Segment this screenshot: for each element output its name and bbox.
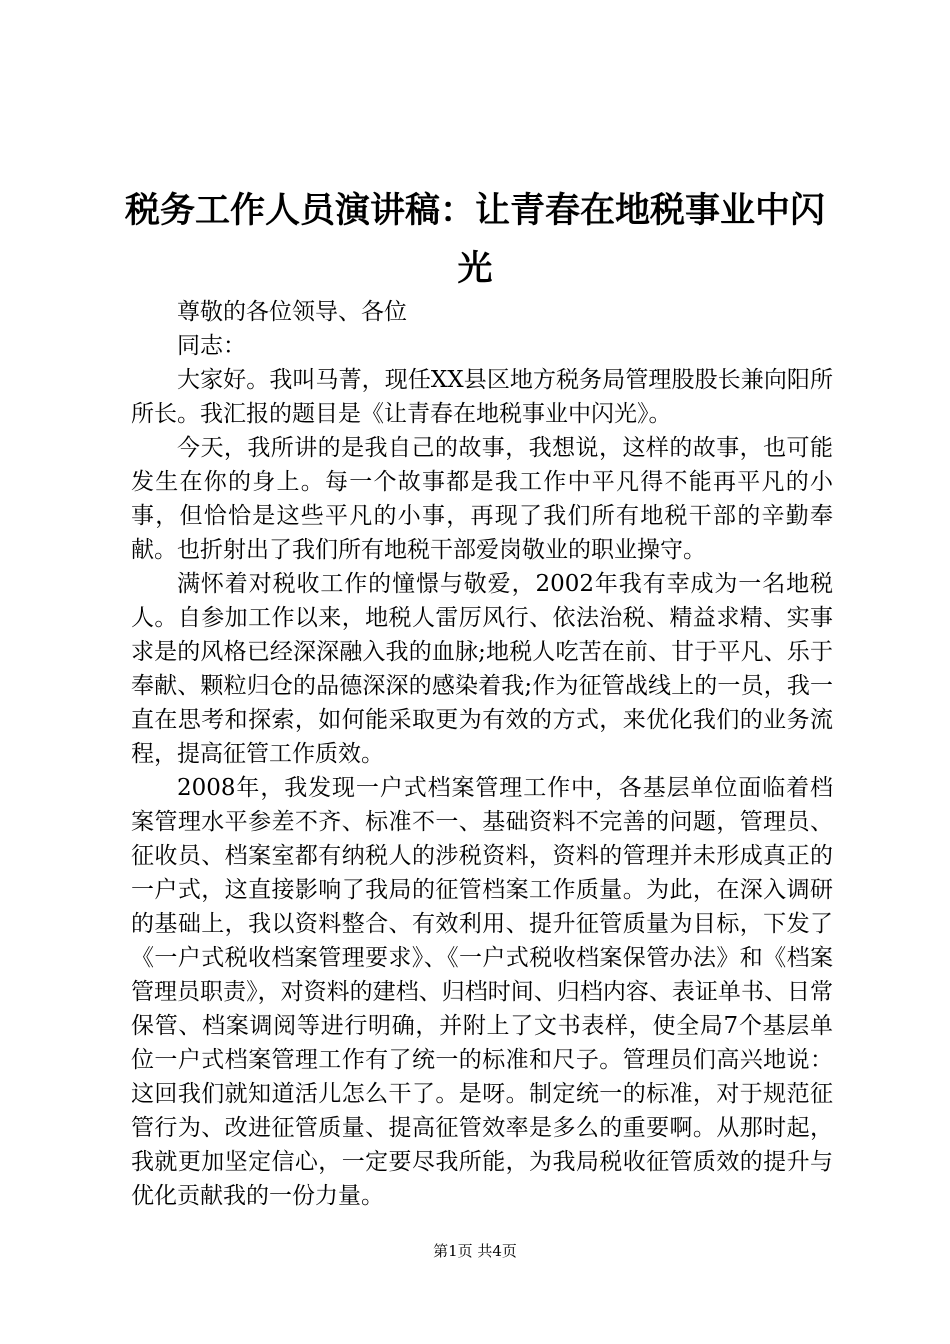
paragraph-joining: 满怀着对税收工作的憧憬与敬爱，2002年我有幸成为一名地税人。自参加工作以来，地税人雷厉风行、依法治税、精益求精、实事求是的风格已经深深融入我的血脉;地税人吃苦在前、甘于平凡、乐于奉献、颗粒归仓的品德深深的感染着我;作为征管战线上的一员，我一直在思考和探索，如何能采取更为有效的方式，来优化我们的业务流程，提高征管工作质效。 <box>131 571 833 767</box>
document-title: 税务工作人员演讲稿：让青春在地税事业中闪光 <box>124 190 825 289</box>
paragraph-story: 今天，我所讲的是我自己的故事，我想说，这样的故事，也可能发生在你的身上。每一个故事都是我工作中平凡得不能再平凡的小事，但恰恰是这些平凡的小事，再现了我们所有地税干部的辛勤奉献。也折射出了我们所有地税干部爱岗敬业的职业操守。 <box>131 435 833 563</box>
page-number-footer: 第1页 共4页 <box>433 1242 517 1260</box>
document-body <box>131 295 833 1213</box>
paragraph-introduction: 大家好。我叫马菁，现任XX县区地方税务局管理股股长兼向阳所所长。我汇报的题目是《让青春在地税事业中闪光》。 <box>131 367 833 427</box>
paragraph-archive-management: 2008年，我发现一户式档案管理工作中，各基层单位面临着档案管理水平参差不齐、标准不一、基础资料不完善的问题，管理员、征收员、档案室都有纳税人的涉税资料，资料的管理并未形成真正的一户式，这直接影响了我局的征管档案工作质量。为此，在深入调研的基础上，我以资料整合、有效利用、提升征管质量为目标，下发了《一户式税收档案管理要求》、《一户式税收档案保管办法》和《档案管理员职责》，对资料的建档、归档时间、归档内容、表证单书、日常保管、档案调阅等进行明确，并附上了文书表样，使全局7个基层单位一户式档案管理工作有了统一的标准和尺子。管理员们高兴地说：这回我们就知道活儿怎么干了。是呀。制定统一的标准，对于规范征管行为、改进征管质量、提高征管效率是多么的重要啊。从那时起，我就更加坚定信心，一定要尽我所能，为我局税收征管质效的提升与优化贡献我的一份力量。 <box>131 775 833 1209</box>
salutation-line-1: 尊敬的各位领导、各位 <box>177 299 407 325</box>
salutation-line-2: 同志： <box>177 333 246 359</box>
